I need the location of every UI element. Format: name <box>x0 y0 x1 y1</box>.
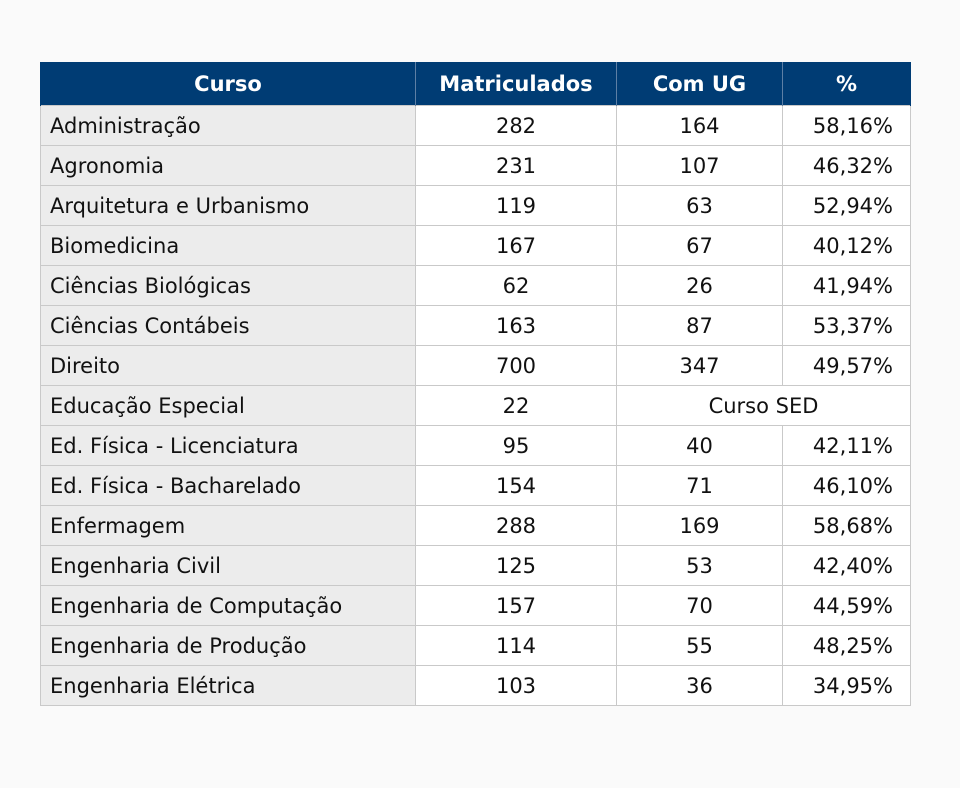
cell-com-ug: 67 <box>617 226 783 266</box>
table-row <box>41 666 911 706</box>
cell-percent: 41,94% <box>783 266 911 306</box>
cell-matriculados: 125 <box>416 546 617 586</box>
cell-curso: Ed. Física - Licenciatura <box>41 426 416 466</box>
table-row <box>41 106 911 146</box>
table-row <box>41 186 911 226</box>
cell-matriculados: 231 <box>416 146 617 186</box>
table-row <box>41 626 911 666</box>
cell-matriculados: 22 <box>416 386 617 426</box>
cell-com-ug: 70 <box>617 586 783 626</box>
cell-matriculados: 154 <box>416 466 617 506</box>
cell-curso: Enfermagem <box>41 506 416 546</box>
table-row <box>41 386 911 426</box>
cell-percent: 58,68% <box>783 506 911 546</box>
table-row <box>41 226 911 266</box>
courses-table-container <box>40 62 911 706</box>
cell-percent: 46,10% <box>783 466 911 506</box>
cell-matriculados: 114 <box>416 626 617 666</box>
cell-com-ug: 55 <box>617 626 783 666</box>
header-curso: Curso <box>41 62 416 106</box>
header-matriculados: Matriculados <box>416 62 617 106</box>
header-row <box>41 62 911 106</box>
cell-matriculados: 62 <box>416 266 617 306</box>
cell-percent: 52,94% <box>783 186 911 226</box>
cell-percent: 44,59% <box>783 586 911 626</box>
cell-curso: Administração <box>41 106 416 146</box>
cell-curso: Engenharia de Computação <box>41 586 416 626</box>
table-row <box>41 306 911 346</box>
cell-percent: 46,32% <box>783 146 911 186</box>
table-row <box>41 146 911 186</box>
cell-percent: 49,57% <box>783 346 911 386</box>
cell-curso: Arquitetura e Urbanismo <box>41 186 416 226</box>
cell-percent: 34,95% <box>783 666 911 706</box>
cell-com-ug: 169 <box>617 506 783 546</box>
cell-curso: Engenharia de Produção <box>41 626 416 666</box>
cell-percent: 40,12% <box>783 226 911 266</box>
cell-matriculados: 95 <box>416 426 617 466</box>
cell-matriculados: 157 <box>416 586 617 626</box>
cell-matriculados: 119 <box>416 186 617 226</box>
cell-com-ug: 40 <box>617 426 783 466</box>
cell-curso-sed-note: Curso SED <box>617 386 911 426</box>
cell-com-ug: 26 <box>617 266 783 306</box>
header-com-ug: Com UG <box>617 62 783 106</box>
table-row <box>41 506 911 546</box>
table-row <box>41 426 911 466</box>
cell-com-ug: 87 <box>617 306 783 346</box>
cell-curso: Engenharia Civil <box>41 546 416 586</box>
cell-com-ug: 36 <box>617 666 783 706</box>
table-row <box>41 346 911 386</box>
cell-percent: 42,11% <box>783 426 911 466</box>
cell-percent: 58,16% <box>783 106 911 146</box>
cell-com-ug: 347 <box>617 346 783 386</box>
cell-com-ug: 164 <box>617 106 783 146</box>
cell-matriculados: 103 <box>416 666 617 706</box>
courses-table <box>40 62 911 706</box>
cell-curso: Biomedicina <box>41 226 416 266</box>
cell-matriculados: 163 <box>416 306 617 346</box>
cell-percent: 53,37% <box>783 306 911 346</box>
cell-curso: Direito <box>41 346 416 386</box>
cell-matriculados: 288 <box>416 506 617 546</box>
cell-curso: Engenharia Elétrica <box>41 666 416 706</box>
cell-matriculados: 282 <box>416 106 617 146</box>
cell-percent: 48,25% <box>783 626 911 666</box>
table-row <box>41 586 911 626</box>
cell-curso: Ciências Biológicas <box>41 266 416 306</box>
cell-curso: Ciências Contábeis <box>41 306 416 346</box>
cell-com-ug: 63 <box>617 186 783 226</box>
table-body <box>41 106 911 706</box>
cell-com-ug: 71 <box>617 466 783 506</box>
table-header <box>41 62 911 106</box>
table-row <box>41 546 911 586</box>
table-row <box>41 466 911 506</box>
cell-matriculados: 167 <box>416 226 617 266</box>
cell-matriculados: 700 <box>416 346 617 386</box>
cell-curso: Ed. Física - Bacharelado <box>41 466 416 506</box>
cell-curso: Educação Especial <box>41 386 416 426</box>
cell-percent: 42,40% <box>783 546 911 586</box>
cell-com-ug: 53 <box>617 546 783 586</box>
header-percent: % <box>783 62 911 106</box>
table-row <box>41 266 911 306</box>
cell-curso: Agronomia <box>41 146 416 186</box>
cell-com-ug: 107 <box>617 146 783 186</box>
